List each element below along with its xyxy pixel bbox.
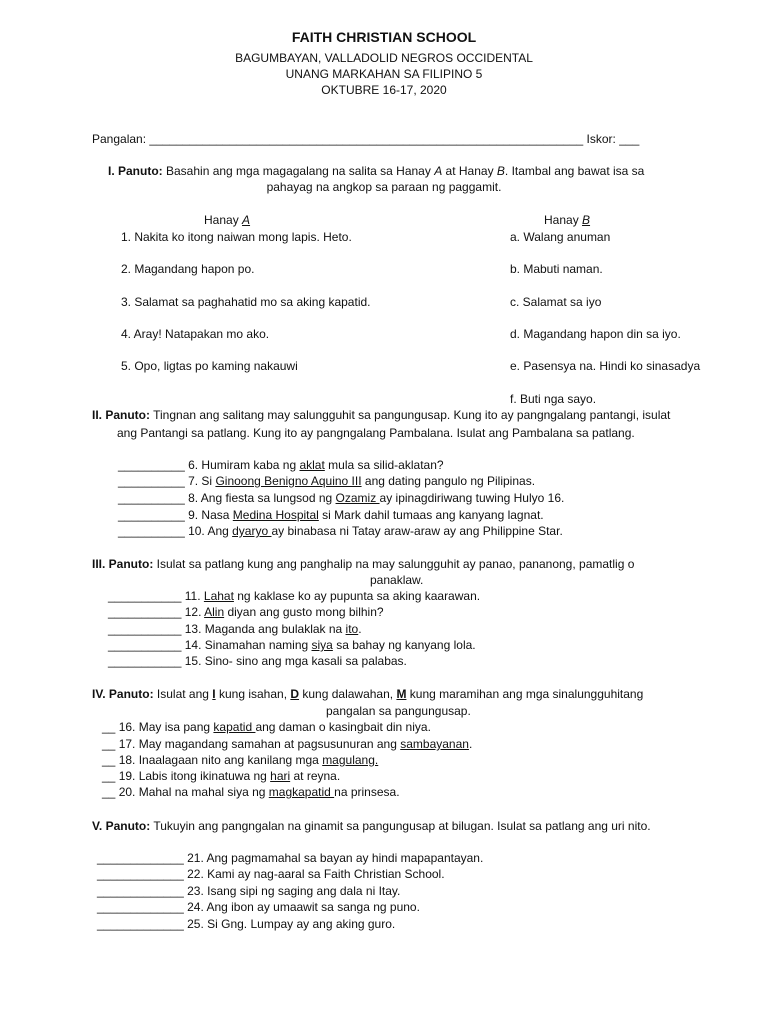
- question-text: ang daman o kasingbait din niya.: [255, 720, 431, 734]
- question-text: 8. Ang fiesta sa lungsod ng: [184, 491, 336, 505]
- question-text: 21. Ang pagmamahal sa bayan ay hindi mapapantayan.: [183, 851, 484, 865]
- underlined-word: aklat: [299, 458, 325, 472]
- code-letter: D: [290, 687, 300, 701]
- exam-date: OKTUBRE 16-17, 2020: [321, 83, 447, 97]
- question-text: 6. Humiram kaba ng: [184, 458, 300, 472]
- answer-blank[interactable]: _____________: [97, 900, 184, 914]
- question-item: [118, 491, 564, 505]
- answer-blank[interactable]: _____________: [97, 851, 184, 865]
- underlined-word: Medina Hospital: [232, 508, 319, 522]
- question-text: 22. Kami ay nag-aaral sa Faith Christian School.: [183, 867, 445, 881]
- column-header-text: Hanay: [544, 213, 583, 227]
- question-item: [97, 917, 395, 931]
- instruction-text: Basahin ang mga magagalang na salita sa Hanay: [162, 164, 435, 178]
- question-text: 7. Si: [184, 474, 216, 488]
- instruction-text: Tingnan ang salitang may salungguhit sa pangungusap. Kung ito ay pangngalang pantangi, isulat: [150, 408, 671, 422]
- underlined-word: sambayanan: [400, 737, 469, 751]
- answer-blank[interactable]: _____________: [97, 917, 184, 931]
- part3-instruction-line2: panaklaw.: [370, 573, 424, 587]
- answer-blank[interactable]: __: [102, 737, 116, 751]
- column-b-header: [544, 213, 590, 227]
- question-item: [97, 884, 400, 898]
- column-a-item: 5. Opo, ligtas po kaming nakauwi: [121, 359, 298, 373]
- question-item: [118, 458, 444, 472]
- question-text: 11.: [181, 589, 204, 603]
- column-a-item: 3. Salamat sa paghahatid mo sa aking kapatid.: [121, 295, 371, 309]
- school-address: BAGUMBAYAN, VALLADOLID NEGROS OCCIDENTAL: [235, 51, 533, 65]
- instruction-italic: A: [434, 164, 443, 178]
- underlined-word: siya: [311, 638, 333, 652]
- school-name: FAITH CHRISTIAN SCHOOL: [291, 29, 477, 45]
- question-text: 9. Nasa: [184, 508, 233, 522]
- answer-blank[interactable]: ___________: [108, 589, 182, 603]
- question-text: 13. Maganda ang bulaklak na: [181, 622, 346, 636]
- question-text: .: [358, 622, 362, 636]
- column-header-text: Hanay: [204, 213, 243, 227]
- column-header-letter: B: [582, 213, 591, 227]
- instruction-text: Isulat sa patlang kung ang panghalip na may salungguhit ay: [153, 557, 479, 571]
- question-text: ay ipinagdiriwang tuwing Hulyo 16.: [379, 491, 565, 505]
- question-item: [102, 785, 400, 799]
- column-b-item: b. Mabuti naman.: [510, 262, 603, 276]
- question-text: 25. Si Gng. Lumpay ay ang aking guro.: [183, 917, 396, 931]
- question-text: .: [468, 737, 473, 751]
- question-text: ng kaklase ko ay pupunta sa aking kaarawan.: [233, 589, 481, 603]
- question-text: 18. Inaalagaan nito ang kanilang mga: [115, 753, 323, 767]
- answer-blank[interactable]: __: [102, 720, 116, 734]
- answer-blank[interactable]: ___________: [108, 654, 182, 668]
- part1-number: I. Panuto:: [108, 164, 163, 178]
- column-b-item: f. Buti nga sayo.: [510, 392, 597, 406]
- answer-blank[interactable]: __: [102, 769, 116, 783]
- question-text: si Mark dahil tumaas ang kanyang lagnat.: [318, 508, 544, 522]
- question-text: diyan ang gusto mong bilhin?: [224, 605, 384, 619]
- column-b-item: e. Pasensya na. Hindi ko sinasadya: [510, 359, 701, 373]
- question-item: [102, 737, 472, 751]
- underlined-word: magkapatid: [268, 785, 335, 799]
- part2-instruction-line1: [92, 408, 670, 422]
- question-item: [97, 900, 420, 914]
- question-text: 15. Sino- sino ang mga kasali sa palabas.: [181, 654, 407, 668]
- question-item: [102, 753, 378, 767]
- code-letter: I: [212, 687, 216, 701]
- column-a-header: [204, 213, 250, 227]
- question-item: [97, 867, 445, 881]
- answer-blank[interactable]: ___________: [108, 622, 182, 636]
- underlined-word: Alin: [204, 605, 225, 619]
- column-a-item: 1. Nakita ko itong naiwan mong lapis. Heto.: [121, 230, 352, 244]
- question-item: [118, 524, 563, 538]
- underlined-word: ito: [345, 622, 359, 636]
- score-blank[interactable]: ___: [619, 132, 640, 146]
- question-item: [108, 622, 362, 636]
- underlined-word: magulang.: [322, 753, 379, 767]
- instruction-text: panao, pananong, pamatlig o: [478, 557, 635, 571]
- column-a-item: 2. Magandang hapon po.: [121, 262, 255, 276]
- question-item: [108, 589, 480, 603]
- part2-number: II. Panuto:: [92, 408, 150, 422]
- question-item: [108, 605, 384, 619]
- name-blank[interactable]: _________________________________________________________________: [149, 132, 584, 146]
- underlined-word: hari: [270, 769, 291, 783]
- question-text: na prinsesa.: [334, 785, 400, 799]
- answer-blank[interactable]: _____________: [97, 884, 184, 898]
- underlined-word: dyaryo: [232, 524, 272, 538]
- part2-instruction-line2: ang Pantangi sa patlang. Kung ito ay pangngalang Pambalana. Isulat ang Pambalana sa patlang.: [117, 426, 635, 440]
- question-text: ang dating pangulo ng Pilipinas.: [361, 474, 536, 488]
- part4-instruction-line1: [92, 687, 643, 701]
- underlined-word: Lahat: [203, 589, 234, 603]
- answer-blank[interactable]: __________: [118, 474, 185, 488]
- answer-blank[interactable]: __________: [118, 458, 185, 472]
- question-item: [118, 474, 535, 488]
- question-text: 24. Ang ibon ay umaawit sa sanga ng puno.: [183, 900, 420, 914]
- question-text: ay binabasa ni Tatay araw-araw ay ang Philippine Star.: [271, 524, 563, 538]
- question-item: [97, 851, 483, 865]
- underlined-word: kapatid: [213, 720, 256, 734]
- score-label: Iskor:: [583, 132, 620, 146]
- part4-instruction-line2: pangalan sa pangungusap.: [326, 704, 471, 718]
- answer-blank[interactable]: __________: [118, 524, 185, 538]
- underlined-word: Ozamiz: [335, 491, 380, 505]
- answer-blank[interactable]: ___________: [108, 605, 182, 619]
- column-b-item: c. Salamat sa iyo: [510, 295, 602, 309]
- answer-blank[interactable]: _____________: [97, 867, 184, 881]
- question-text: 19. Labis itong ikinatuwa ng: [115, 769, 271, 783]
- question-text: at reyna.: [290, 769, 341, 783]
- question-item: [118, 508, 544, 522]
- question-text: sa bahay ng kanyang lola.: [332, 638, 476, 652]
- question-text: 14. Sinamahan naming: [181, 638, 312, 652]
- name-score-line: [92, 132, 639, 146]
- column-a-item: 4. Aray! Natapakan mo ako.: [121, 327, 270, 341]
- question-item: [102, 720, 431, 734]
- column-b-item: a. Walang anuman: [510, 230, 611, 244]
- part1-instruction-line2: pahayag na angkop sa paraan ng paggamit.: [266, 180, 502, 194]
- part5-instruction-line1: [92, 819, 651, 833]
- question-text: mula sa silid-aklatan?: [324, 458, 444, 472]
- part5-number: V. Panuto:: [92, 819, 151, 833]
- instruction-text: . Itambal ang bawat isa sa: [504, 164, 645, 178]
- code-letter: M: [396, 687, 407, 701]
- answer-blank[interactable]: __________: [118, 508, 185, 522]
- question-item: [108, 638, 476, 652]
- column-b-item: d. Magandang hapon din sa iyo.: [510, 327, 681, 341]
- exam-title: UNANG MARKAHAN SA FILIPINO 5: [285, 67, 483, 81]
- part3-number: III. Panuto:: [92, 557, 154, 571]
- instruction-italic: B: [496, 164, 505, 178]
- question-text: 10. Ang: [184, 524, 233, 538]
- answer-blank[interactable]: __: [102, 753, 116, 767]
- answer-blank[interactable]: __: [102, 785, 116, 799]
- underlined-word: Ginoong Benigno Aquino III: [215, 474, 362, 488]
- instruction-text: kung isahan,: [215, 687, 291, 701]
- question-text: 23. Isang sipi ng saging ang dala ni Itay.: [183, 884, 401, 898]
- name-label: Pangalan:: [92, 132, 150, 146]
- question-text: 16. May isa pang: [115, 720, 214, 734]
- column-header-letter: A: [242, 213, 251, 227]
- question-text: 17. May magandang samahan at pagsusunuran ang: [115, 737, 401, 751]
- part3-instruction-line1: [92, 557, 634, 571]
- part4-number: IV. Panuto:: [92, 687, 154, 701]
- answer-blank[interactable]: __________: [118, 491, 185, 505]
- instruction-text: Isulat ang: [153, 687, 213, 701]
- question-text: 20. Mahal na mahal siya ng: [115, 785, 269, 799]
- instruction-text: kung dalawahan,: [299, 687, 397, 701]
- answer-blank[interactable]: ___________: [108, 638, 182, 652]
- question-item: [102, 769, 340, 783]
- instruction-text: kung maramihan ang mga sinalungguhitang: [406, 687, 644, 701]
- instruction-text: at Hanay: [442, 164, 497, 178]
- question-text: 12.: [181, 605, 205, 619]
- question-item: [108, 654, 407, 668]
- instruction-text: Tukuyin ang pangngalan na ginamit sa pangungusap at bilugan. Isulat sa patlang ang uri nito.: [150, 819, 651, 833]
- part1-instruction-line1: [108, 164, 644, 178]
